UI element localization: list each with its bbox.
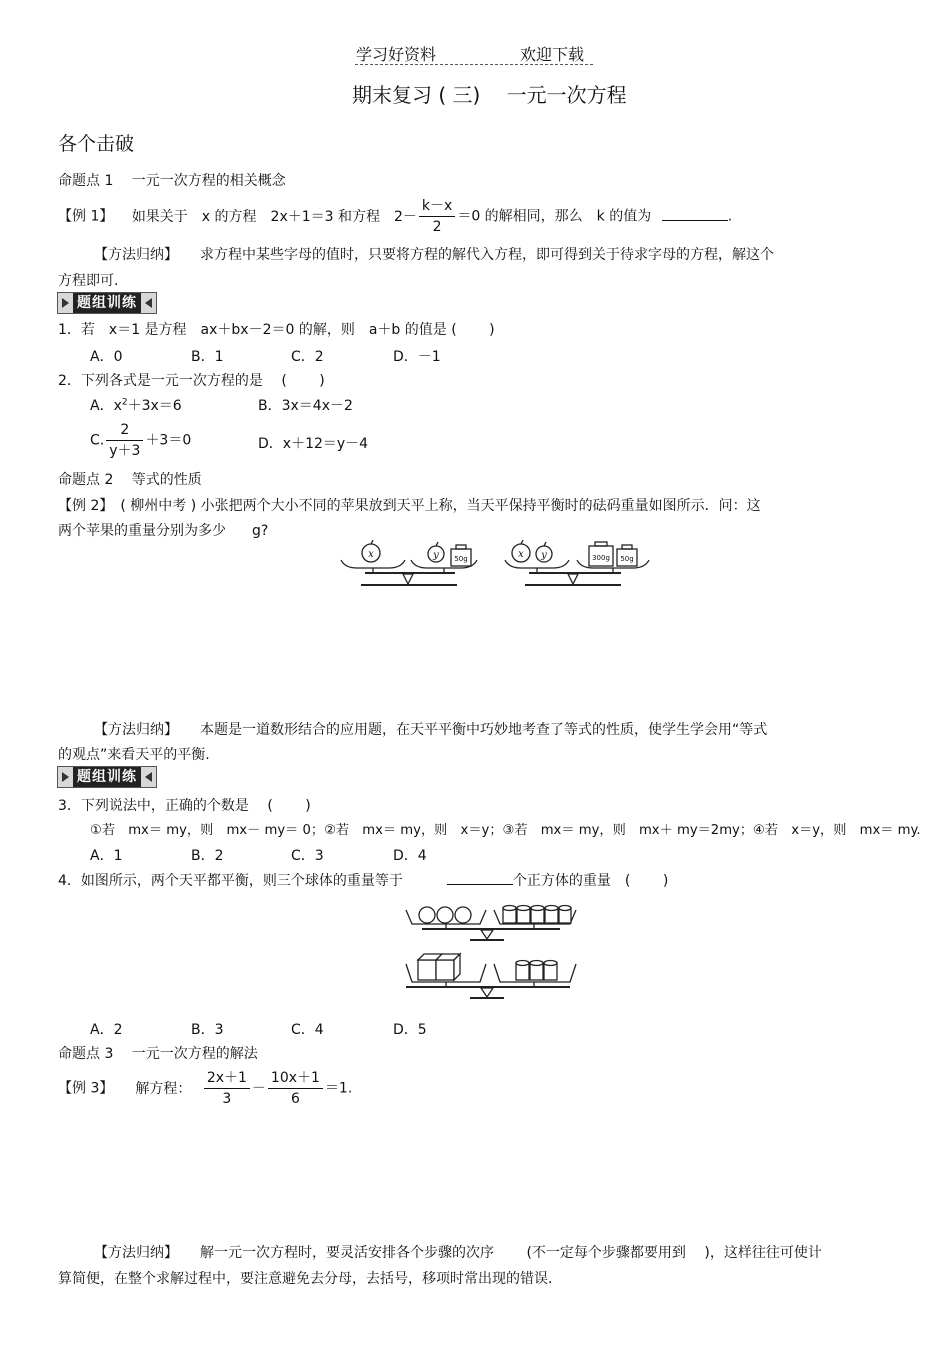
topic-1-heading: 命题点 1 一元一次方程的相关概念 [58,173,286,189]
method-2-line-2: 的观点”来看天平的平衡. [58,747,210,763]
badge-label: 题组训练 [73,293,141,313]
example-1-fraction [419,196,455,237]
example-1-text-end: ＝0 的解相同，那么 k 的值为 [457,208,652,225]
q2-option-c[interactable] [90,420,191,461]
q2-option-a-base: A．x [90,398,122,414]
example-3-fraction-2 [268,1068,323,1109]
method-1-line-2: 方程即可. [58,273,119,289]
example-2-unit: g? [252,523,269,539]
method-3-line-1 [94,1242,822,1262]
q2-option-d[interactable]: D．x＋12＝y－4 [258,436,369,452]
q3-option-b[interactable]: B．2 [191,848,224,864]
q4-option-a[interactable]: A．2 [90,1022,123,1038]
method-3-text: 解一元一次方程时，要灵活安排各个步骤的次序 (不一定每个步骤都要用到 )，这样往往可使计 [200,1245,822,1261]
example-3-equation-end: ＝1. [324,1080,353,1097]
q2-option-a[interactable] [90,395,182,415]
q3-option-d[interactable]: D．4 [393,848,427,864]
header-right: 欢迎下载 [520,45,585,64]
example-2-line-1: 【例 2】 ( 柳州中考 ) 小张把两个大小不同的苹果放到天平上称，当天平保持平衡时的砝码重量如图所示．问：这 [58,498,761,514]
answer-blank[interactable] [447,884,513,885]
fraction-denominator: y＋3 [109,443,141,459]
example-2-question: 两个苹果的重量分别为多少 [58,523,226,539]
example-3-tag: 【例 3】 [58,1080,114,1097]
practice-badge-1 [57,292,157,314]
header-divider [355,64,593,65]
fraction-denominator: 6 [290,1091,300,1107]
apple-y-label-2: y [541,550,547,561]
cubes [418,954,460,980]
weight-300g-label: 300g [592,554,610,562]
section-heading: 各个击破 [58,133,135,155]
q1-option-c[interactable]: C．2 [291,349,324,365]
apple-y-label-1: y [433,550,439,561]
top-fulcrum [481,930,493,939]
example-3 [58,1068,352,1109]
weight-50g-label-2: 50g [620,555,634,563]
ball-2 [437,907,453,923]
fraction-numerator: k－x [419,196,455,217]
header-left: 学习好资料 [356,45,437,64]
q4-option-c[interactable]: C．4 [291,1022,324,1038]
q2-option-a-exponent: 2 [121,397,128,408]
left-pan-2 [505,560,569,568]
question-2-stem: 2．下列各式是一元一次方程的是 ( ) [58,373,325,389]
question-3-statements: ①若 mx＝ my，则 mx－ my＝ 0；②若 mx＝ my，则 x＝y；③若 mx＝ my，则 mx＋ my＝2my；④若 x＝y，则 mx＝ my. [90,823,921,838]
q1-option-d[interactable]: D．－1 [393,349,441,365]
fulcrum-1 [403,574,413,584]
method-2-text: 本题是一道数形结合的应用题，在天平平衡中巧妙地考查了等式的性质，使学生学会用“等式 [200,722,768,738]
method-1-text: 求方程中某些字母的值时，只要将方程的解代入方程，即可得到关于待求字母的方程，解这个 [200,247,774,263]
q4-option-d[interactable]: D．5 [393,1022,427,1038]
badge-label: 题组训练 [73,767,141,787]
q3-option-a[interactable]: A．1 [90,848,123,864]
method-1-tag: 【方法归纳】 [94,247,178,263]
fulcrum-2 [568,574,578,584]
q2-option-c-rest: ＋3＝0 [145,432,192,449]
example-1-tag: 【例 1】 [58,208,114,225]
method-3-tag: 【方法归纳】 [94,1245,178,1261]
ball-1 [419,907,435,923]
q4-option-b[interactable]: B．3 [191,1022,224,1038]
question-4-text: 4．如图所示，两个天平都平衡，则三个球体的重量等于 [58,873,403,889]
topic-3-heading: 命题点 3 一元一次方程的解法 [58,1046,258,1062]
apple-x-label-2: x [518,549,524,560]
arrow-left-icon [145,298,152,308]
method-3-line-2: 算简便，在整个求解过程中，要注意避免去分母，去括号，移项时常出现的错误. [58,1271,553,1287]
ball-3 [455,907,471,923]
apple-balance-figure [335,538,655,594]
q2-option-a-rest: ＋3x＝6 [127,398,182,414]
fraction-denominator: 3 [222,1091,232,1107]
example-2-line-2 [58,520,268,540]
minus-sign: － [251,1080,266,1097]
q3-option-c[interactable]: C．3 [291,848,324,864]
method-2-tag: 【方法归纳】 [94,722,178,738]
fraction-numerator: 10x＋1 [268,1068,323,1089]
question-4-text-end: 个正方体的重量 ( ) [512,873,669,889]
example-3-fraction-1 [204,1068,250,1109]
example-1-text: 如果关于 x 的方程 2x＋1＝3 和方程 2－ [131,208,417,225]
page-title: 期末复习 ( 三) 一元一次方程 [352,83,627,107]
example-3-text: 解方程： [135,1080,192,1097]
method-1-line-1 [94,244,774,264]
arrow-left-icon [145,772,152,782]
q2-option-c-fraction [106,420,143,461]
cylinders-top [503,906,571,924]
ball-cube-balance-figure [402,898,578,1004]
cylinders-bottom [516,961,557,981]
fraction-denominator: 2 [432,219,442,235]
example-1 [58,196,732,237]
arrow-right-icon [62,772,69,782]
arrow-right-icon [62,298,69,308]
method-2-line-1 [94,719,767,739]
bottom-fulcrum [481,988,493,997]
q2-option-b[interactable]: B．3x＝4x－2 [258,398,353,414]
answer-blank[interactable] [662,220,728,221]
fraction-numerator: 2 [106,420,143,441]
fraction-numerator: 2x＋1 [204,1068,250,1089]
q1-option-b[interactable]: B．1 [191,349,224,365]
apple-x-label-1: x [368,549,374,560]
q2-option-c-label: C. [90,432,105,449]
q1-option-a[interactable]: A．0 [90,349,123,365]
weight-50g-label-1: 50g [454,555,468,563]
question-1-stem: 1．若 x＝1 是方程 ax＋bx－2＝0 的解，则 a＋b 的值是 ( ) [58,322,495,338]
practice-badge-2 [57,766,157,788]
topic-2-heading: 命题点 2 等式的性质 [58,472,202,488]
example-1-period: . [727,208,733,225]
question-4-stem [58,870,668,890]
question-3-stem: 3．下列说法中，正确的个数是 ( ) [58,798,311,814]
